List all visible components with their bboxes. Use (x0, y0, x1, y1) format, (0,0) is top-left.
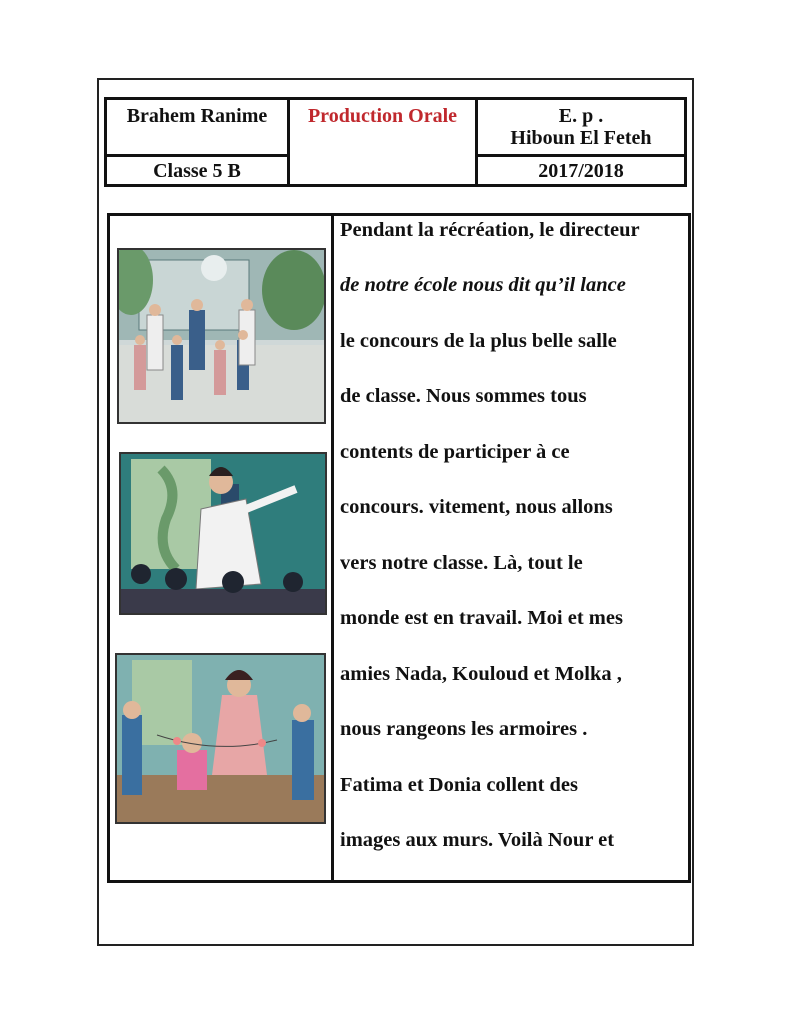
text-line: de classe. Nous sommes tous (340, 385, 587, 407)
illustration-classroom-activity (115, 653, 326, 824)
school-name (478, 100, 684, 157)
student-name: Brahem Ranime (107, 100, 290, 157)
text-line: le concours de la plus belle salle (340, 330, 617, 352)
text-line: vers notre classe. Là, tout le (340, 552, 583, 574)
text-line: de notre école nous dit qu’il lance (340, 274, 626, 296)
text-line: nous rangeons les armoires . (340, 718, 588, 740)
illustration-schoolyard (117, 248, 326, 424)
illustration-teacher (119, 452, 327, 615)
text-line: concours. vitement, nous allons (340, 496, 613, 518)
column-divider (331, 213, 334, 883)
header-table (104, 97, 687, 187)
text-line: images aux murs. Voilà Nour et (340, 829, 615, 851)
text-line: contents de participer à ce (340, 441, 570, 463)
school-year: 2017/2018 (538, 160, 624, 182)
school-line-1: E. p . (558, 105, 604, 127)
text-line: amies Nada, Kouloud et Molka , (340, 663, 622, 685)
document-title: Production Orale (290, 100, 478, 184)
text-line: monde est en travail. Moi et mes (340, 607, 623, 629)
class-label: Classe 5 B (107, 157, 290, 184)
text-line: Fatima et Donia collent des (340, 774, 578, 796)
school-line-2: Hiboun El Feteh (510, 127, 652, 149)
text-line: Pendant la récréation, le directeur (340, 219, 640, 241)
